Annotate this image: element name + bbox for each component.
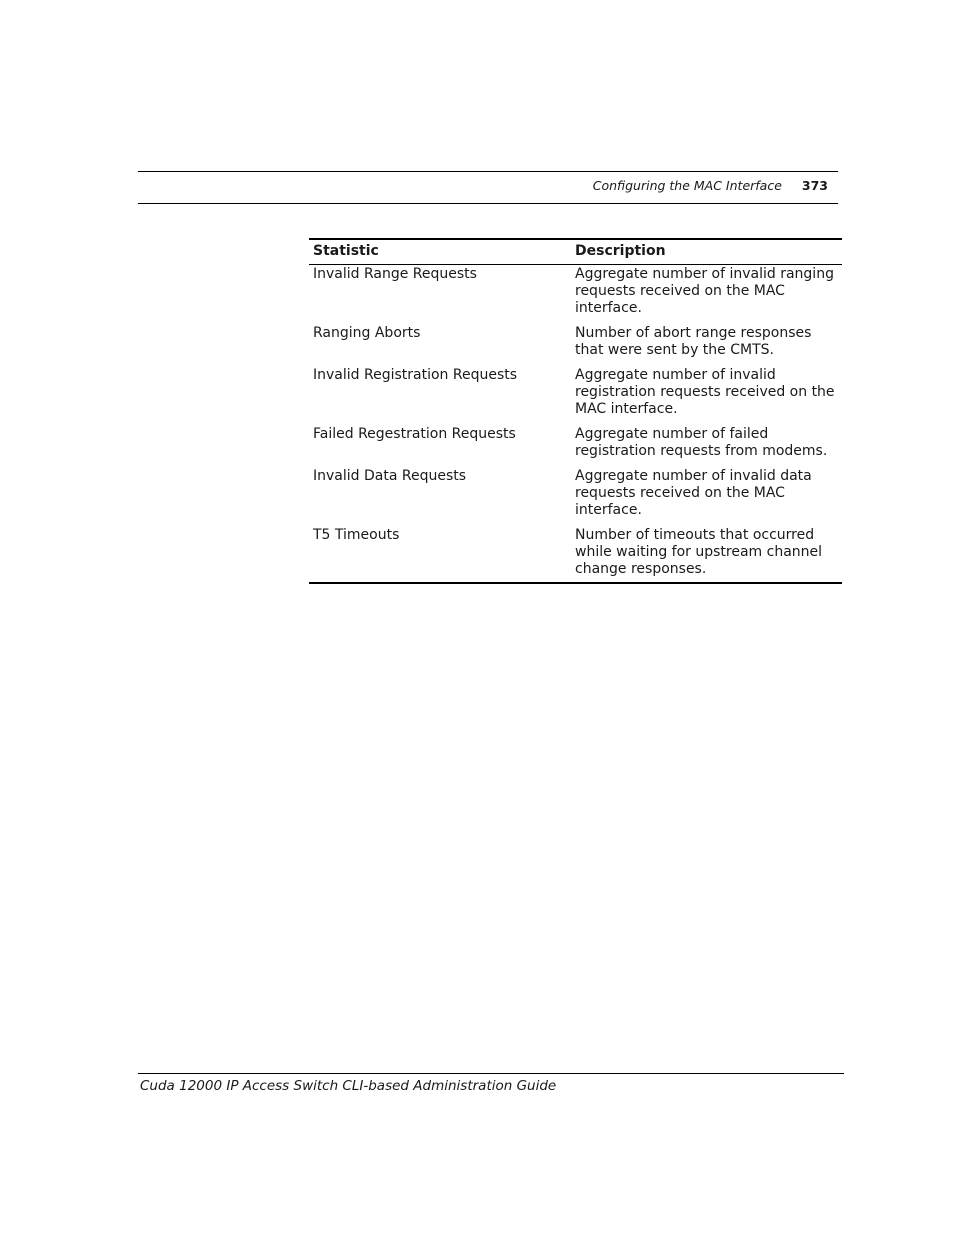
statistics-table	[309, 238, 842, 584]
statistic-cell: Invalid Range Requests	[313, 266, 477, 282]
footer-rule	[138, 1073, 844, 1074]
header-rule-bottom	[138, 203, 838, 204]
statistic-cell: Invalid Registration Requests	[313, 367, 518, 383]
statistic-cell: Invalid Data Requests	[313, 468, 467, 484]
page-number: 373	[801, 178, 828, 193]
table-row	[309, 367, 842, 426]
table-row	[309, 266, 842, 325]
table-row	[309, 468, 842, 527]
description-cell: Aggregate number of invalid registration requests received on the MAC interface.	[575, 367, 835, 417]
footer-title: Cuda 12000 IP Access Switch CLI-based Administration Guide	[140, 1078, 557, 1094]
statistic-cell: T5 Timeouts	[313, 527, 400, 543]
description-cell: Number of timeouts that occurred while waiting for upstream channel change responses.	[575, 527, 823, 577]
statistic-cell: Ranging Aborts	[313, 325, 421, 341]
column-header-description: Description	[575, 243, 666, 259]
table-body	[309, 265, 842, 582]
description-cell: Aggregate number of invalid ranging requests received on the MAC interface.	[575, 266, 834, 316]
table-row	[309, 325, 842, 367]
column-header-statistic: Statistic	[313, 243, 379, 259]
table-header-row	[309, 240, 842, 265]
description-cell: Aggregate number of invalid data requests received on the MAC interface.	[575, 468, 812, 518]
statistic-cell: Failed Regestration Requests	[313, 426, 516, 442]
description-cell: Number of abort range responses that were sent by the CMTS.	[575, 325, 812, 358]
table-row	[309, 426, 842, 468]
header-rule-top	[138, 171, 838, 172]
section-title: Configuring the MAC Interface	[592, 178, 782, 193]
description-cell: Aggregate number of failed registration requests from modems.	[575, 426, 828, 459]
table-row	[309, 527, 842, 578]
running-head	[593, 178, 828, 193]
